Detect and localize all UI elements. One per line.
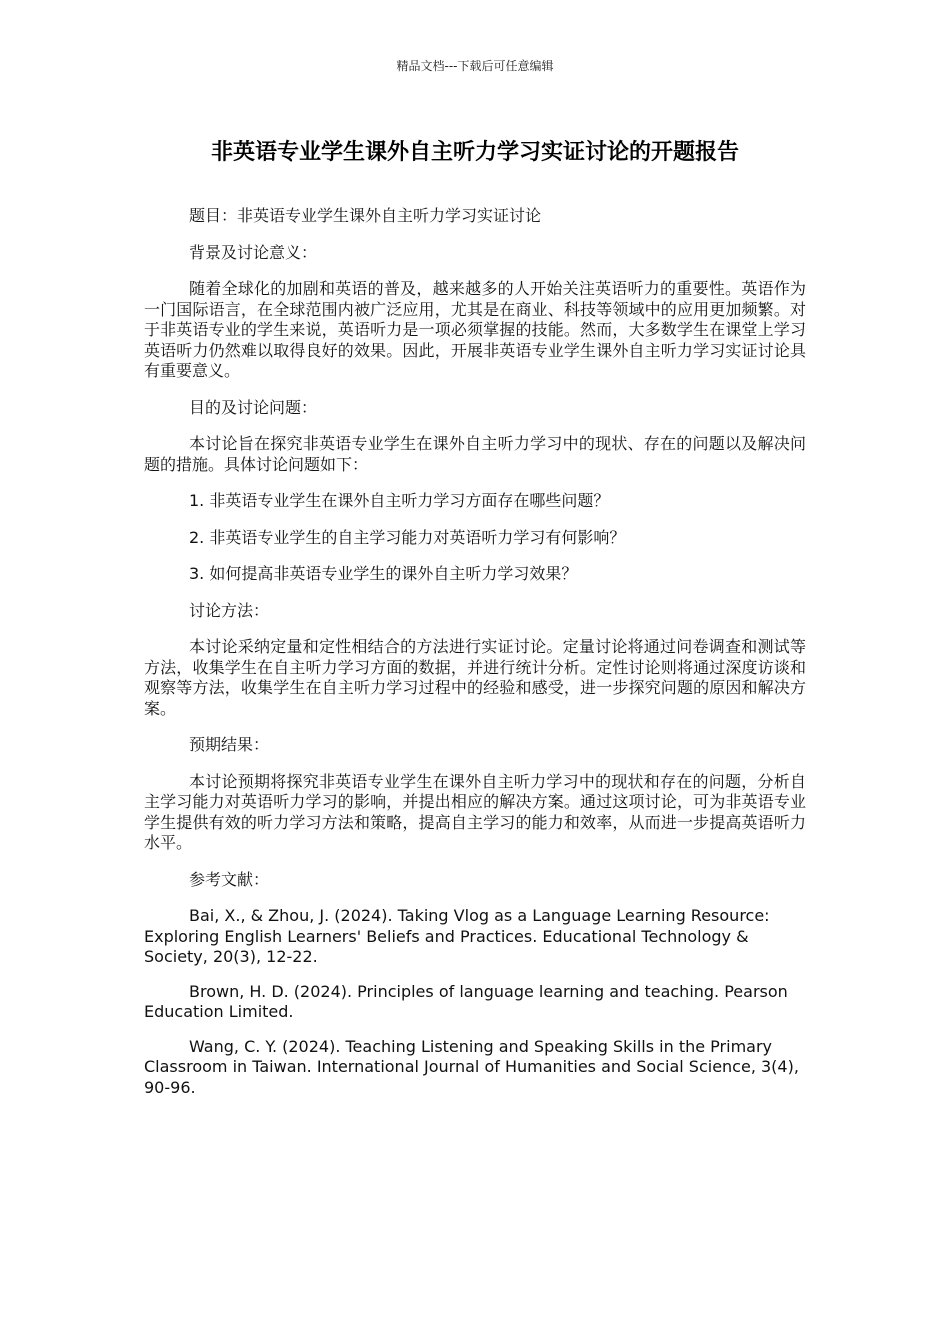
background-paragraph: 随着全球化的加剧和英语的普及，越来越多的人开始关注英语听力的重要性。英语作为一门国际语言，在全球范围内被广泛应用，尤其是在商业、科技等领域中的应用更加频繁。对于非英语专业的学生来说，英语听力是一项必须掌握的技能。然而，大多数学生在课堂上学习英语听力仍然难以取得良好的效果。因此，开展非英语专业学生课外自主听力学习实证讨论具有重要意义。 bbox=[144, 279, 806, 380]
page-header: 精品文档---下载后可任意编辑 bbox=[396, 59, 554, 73]
purpose-paragraph: 本讨论旨在探究非英语专业学生在课外自主听力学习中的现状、存在的问题以及解决问题的措施。具体讨论问题如下： bbox=[144, 434, 806, 474]
reference-item: Brown, H. D. (2024). Principles of language learning and teaching. Pearson Education Limited. bbox=[144, 981, 788, 1021]
research-question-2: 2. 非英语专业学生的自主学习能力对英语听力学习有何影响？ bbox=[189, 527, 626, 547]
research-question-3: 3. 如何提高非英语专业学生的课外自主听力学习效果？ bbox=[189, 564, 578, 583]
background-heading: 背景及讨论意义： bbox=[189, 242, 318, 262]
references-heading: 参考文献： bbox=[189, 869, 270, 889]
topic-line: 题目：非英语专业学生课外自主听力学习实证讨论 bbox=[189, 206, 542, 225]
purpose-heading: 目的及讨论问题： bbox=[189, 397, 318, 417]
results-paragraph: 本讨论预期将探究非英语专业学生在课外自主听力学习中的现状和存在的问题，分析自主学习能力对英语听力学习的影响，并提出相应的解决方案。通过这项讨论，可为非英语专业学生提供有效的听力学习方法和策略，提高自主学习的能力和效率，从而进一步提高英语听力水平。 bbox=[144, 771, 806, 852]
document-title: 非英语专业学生课外自主听力学习实证讨论的开题报告 bbox=[210, 140, 739, 165]
method-paragraph: 本讨论采纳定量和定性相结合的方法进行实证讨论。定量讨论将通过问卷调查和测试等方法，收集学生在自主听力学习方面的数据，并进行统计分析。定性讨论则将通过深度访谈和观察等方法，收集学生在自主听力学习过程中的经验和感受，进一步探究问题的原因和解决方案。 bbox=[144, 637, 806, 718]
reference-item: Bai, X., & Zhou, J. (2024). Taking Vlog as a Language Learning Resource: Exploring English Learners' Beliefs and Practices. Educational Technology & Society, 20(3), 12-22. bbox=[144, 906, 770, 966]
method-heading: 讨论方法： bbox=[189, 600, 270, 620]
reference-item: Wang, C. Y. (2024). Teaching Listening and Speaking Skills in the Primary Classroom in Taiwan. International Journal of Humanities and Social Science, 3(4), 90-96. bbox=[144, 1036, 799, 1097]
document-body bbox=[144, 206, 806, 1112]
research-question-1: 1. 非英语专业学生在课外自主听力学习方面存在哪些问题？ bbox=[189, 491, 610, 510]
results-heading: 预期结果： bbox=[189, 735, 270, 754]
